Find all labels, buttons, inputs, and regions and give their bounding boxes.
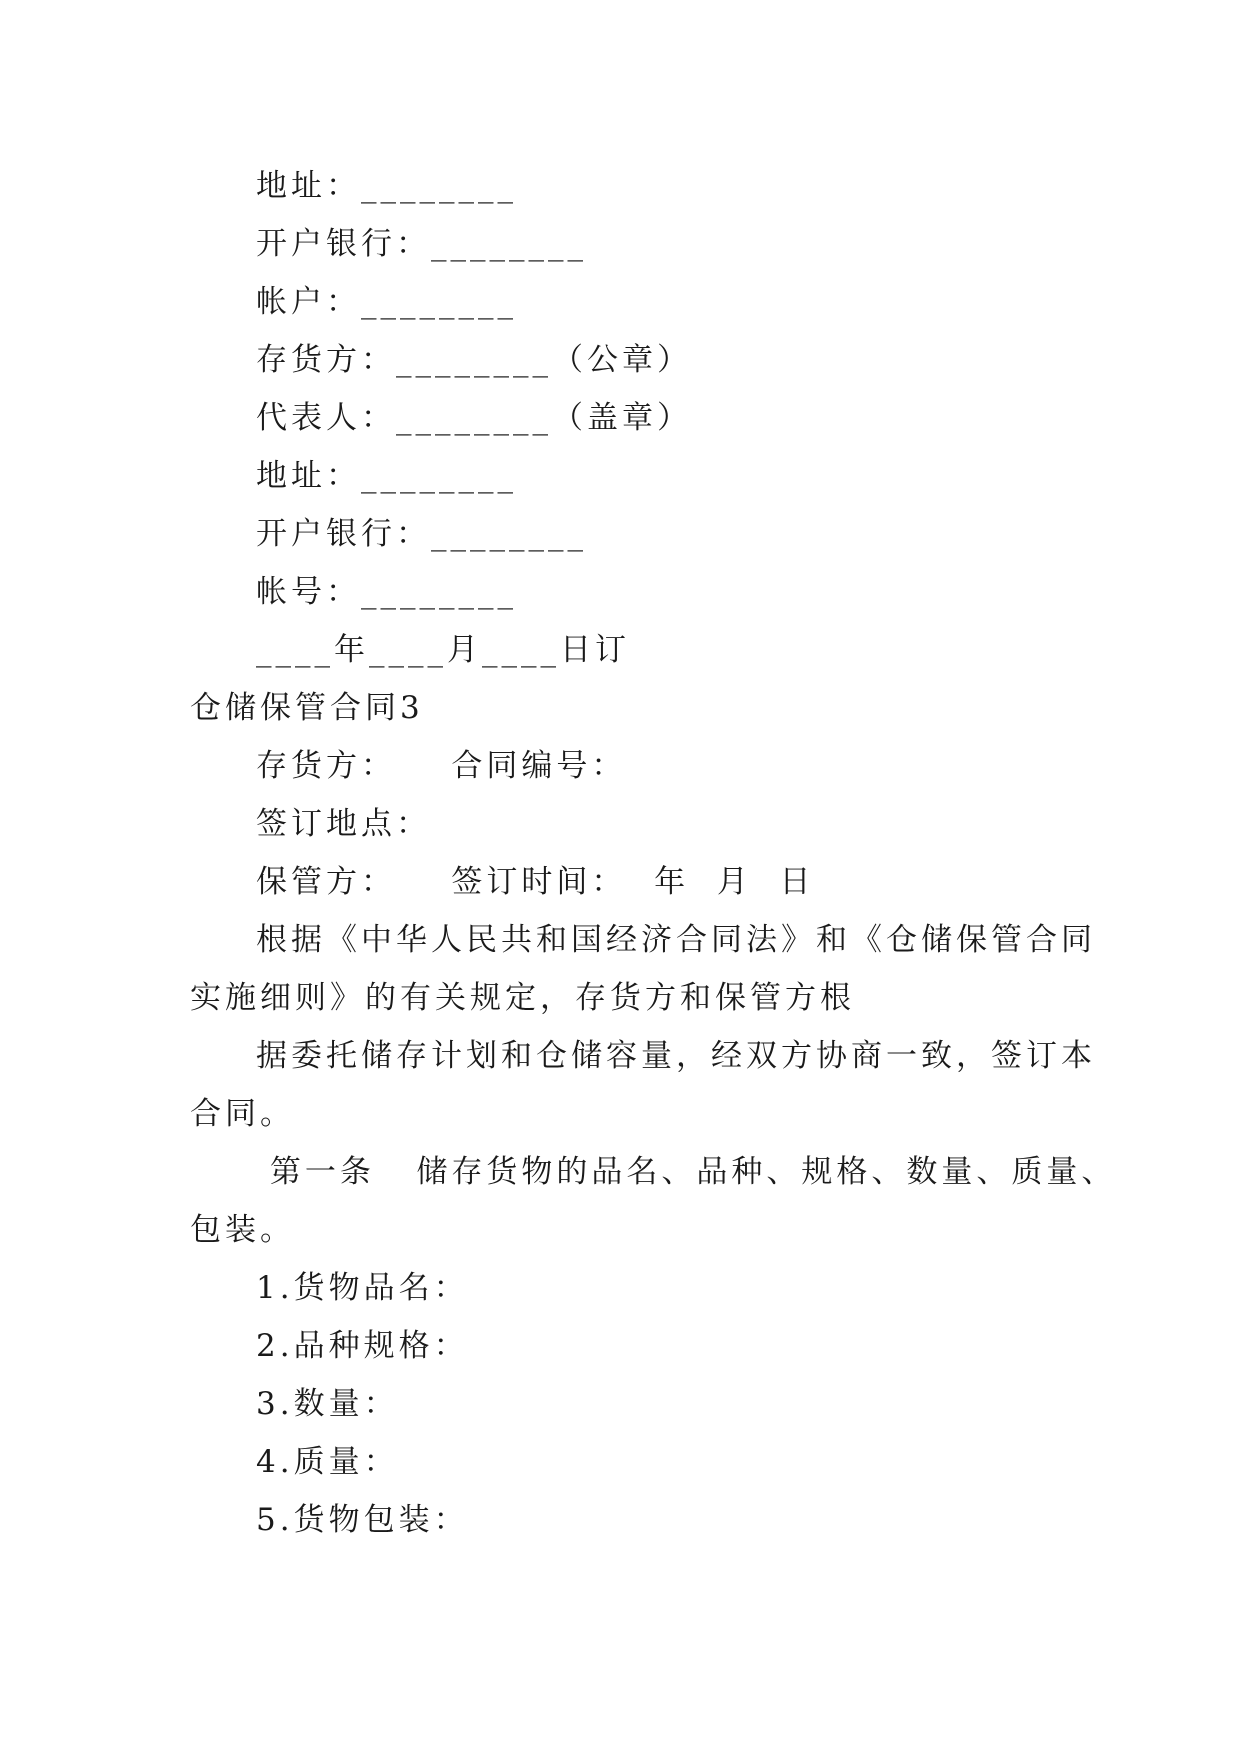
item-quality: 4.质量： (256, 1444, 399, 1480)
representative-seal-line: 代表人：________（盖章） (256, 400, 692, 436)
signing-place-line: 签订地点： (256, 806, 431, 842)
depositor-address-line: 地址：________ (256, 458, 517, 494)
signing-date-line: ____年____月____日订 (256, 632, 630, 668)
item-packaging: 5.货物包装： (256, 1502, 469, 1538)
contract-title: 仓储保管合同3 (190, 690, 424, 726)
preamble-line-4: 合同。 (190, 1096, 295, 1132)
item-quantity: 3.数量： (256, 1386, 399, 1422)
depositor-contract-number-line: 存货方： 合同编号： (256, 748, 627, 784)
depositor-bank-line: 开户银行：________ (256, 516, 587, 552)
party-address-line: 地址：________ (256, 168, 517, 204)
article-one-heading: 第一条 储存货物的品名、品种、规格、数量、质量、 (256, 1154, 1117, 1190)
preamble-line-3: 据委托储存计划和仓储容量，经双方协商一致，签订本 (256, 1038, 1096, 1074)
custodian-signing-time-line: 保管方： 签订时间： 年 月 日 (256, 864, 815, 900)
preamble-line-1: 根据《中华人民共和国经济合同法》和《仓储保管合同 (256, 922, 1096, 958)
article-one-heading-cont: 包装。 (190, 1212, 295, 1248)
item-goods-name: 1.货物品名： (256, 1270, 469, 1306)
preamble-line-2: 实施细则》的有关规定，存货方和保管方根 (190, 980, 855, 1016)
party-account-line: 帐户：________ (256, 284, 517, 320)
item-variety-spec: 2.品种规格： (256, 1328, 469, 1364)
depositor-seal-line: 存货方：________（公章） (256, 342, 692, 378)
party-bank-line: 开户银行：________ (256, 226, 587, 262)
depositor-account-line: 帐号：________ (256, 574, 517, 610)
